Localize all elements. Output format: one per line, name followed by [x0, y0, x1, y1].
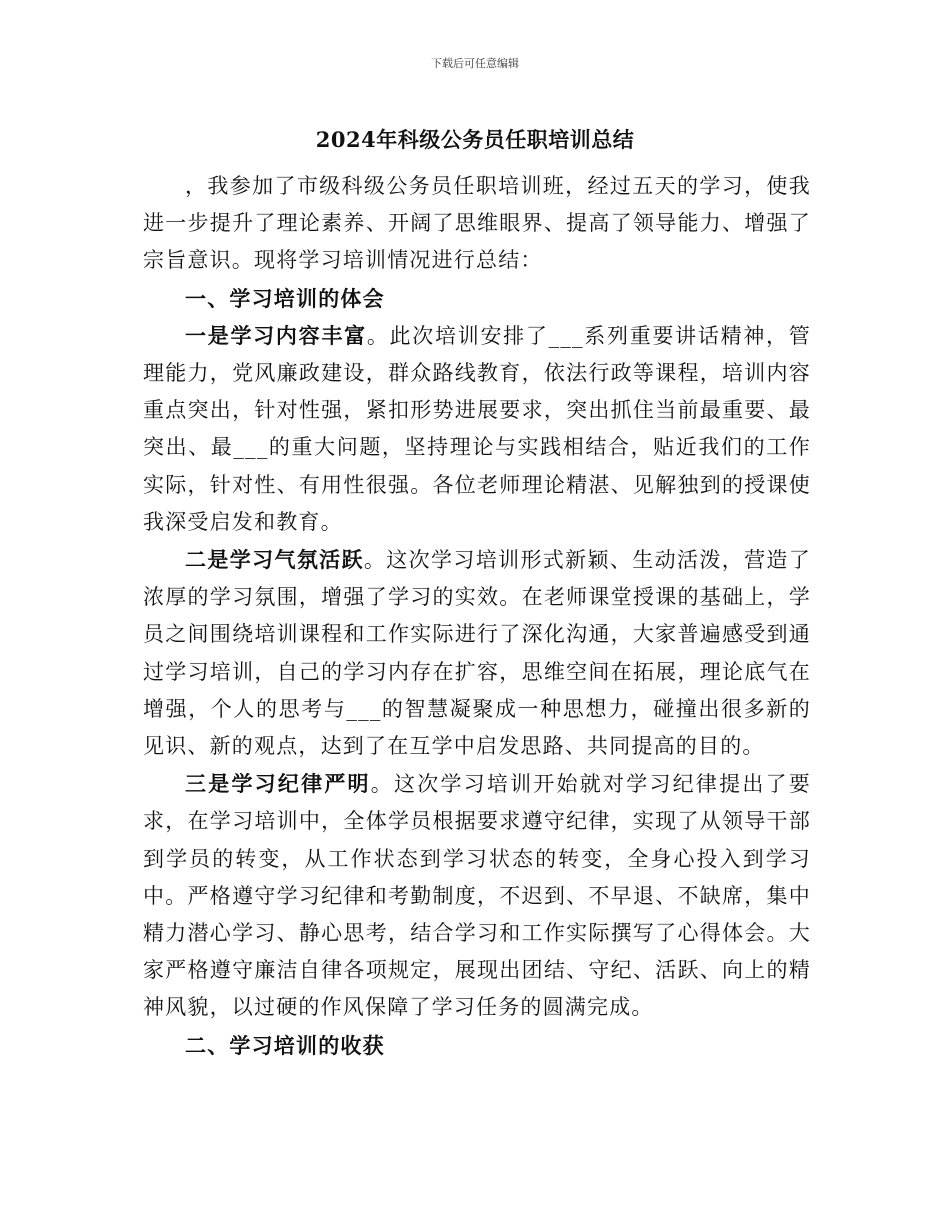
paragraph-text: 。这次学习培训形式新颖、生动活泼，营造了浓厚的学习氛围，增强了学习的实效。在老师课堂授课的基础上，学员之间围绕培训课程和工作实际进行了深化沟通，大家普遍感受到通过学习培训，自己的学习内存在扩容，思维空间在拓展，理论底气在增强，个人的思考与___的智慧凝聚成一种思想力，碰撞出很多新的见识、新的观点，达到了在互学中启发思路、共同提高的目的。 — [143, 548, 811, 759]
section-1-paragraph-1 — [143, 317, 811, 541]
section-1-paragraph-2 — [143, 541, 811, 765]
paragraph-lead: 三是学习纪律严明 — [185, 771, 371, 797]
paragraph-lead: 二是学习气氛活跃 — [185, 547, 364, 573]
paragraph-text: 。此次培训安排了___系列重要讲话精神，管理能力，党风廉政建设，群众路线教育，依法行政等课程，培训内容重点突出，针对性强，紧扣形势进展要求，突出抓住当前最重要、最突出、最___的重大问题，坚持理论与实践相结合，贴近我们的工作实际，针对性、有用性很强。各位老师理论精湛、见解独到的授课使我深受启发和教育。 — [143, 323, 811, 534]
intro-paragraph: ，我参加了市级科级公务员任职培训班，经过五天的学习，使我进一步提升了理论素养、开阔了思维眼界、提高了领导能力、增强了宗旨意识。现将学习培训情况进行总结： — [143, 174, 811, 273]
section-1-paragraph-3 — [143, 765, 811, 1026]
section-2-heading: 二、学习培训的收获 — [185, 1032, 385, 1058]
header-note: 下载后可任意编辑 — [431, 57, 519, 70]
section-1-heading: 一、学习培训的体会 — [185, 285, 385, 311]
paragraph-lead: 一是学习内容丰富 — [185, 322, 367, 348]
paragraph-text: 。这次学习培训开始就对学习纪律提出了要求，在学习培训中，全体学员根据要求遵守纪律，实现了从领导干部到学员的转变，从工作状态到学习状态的转变，全身心投入到学习中。严格遵守学习纪律和考勤制度，不迟到、不早退、不缺席，集中精力潜心学习、静心思考，结合学习和工作实际撰写了心得体会。大家严格遵守廉洁自律各项规定，展现出团结、守纪、活跃、向上的精神风貌，以过硬的作风保障了学习任务的圆满完成。 — [143, 772, 811, 1020]
document-title: 2024年科级公务员任职培训总结 — [315, 127, 635, 152]
document-body — [143, 168, 811, 1064]
